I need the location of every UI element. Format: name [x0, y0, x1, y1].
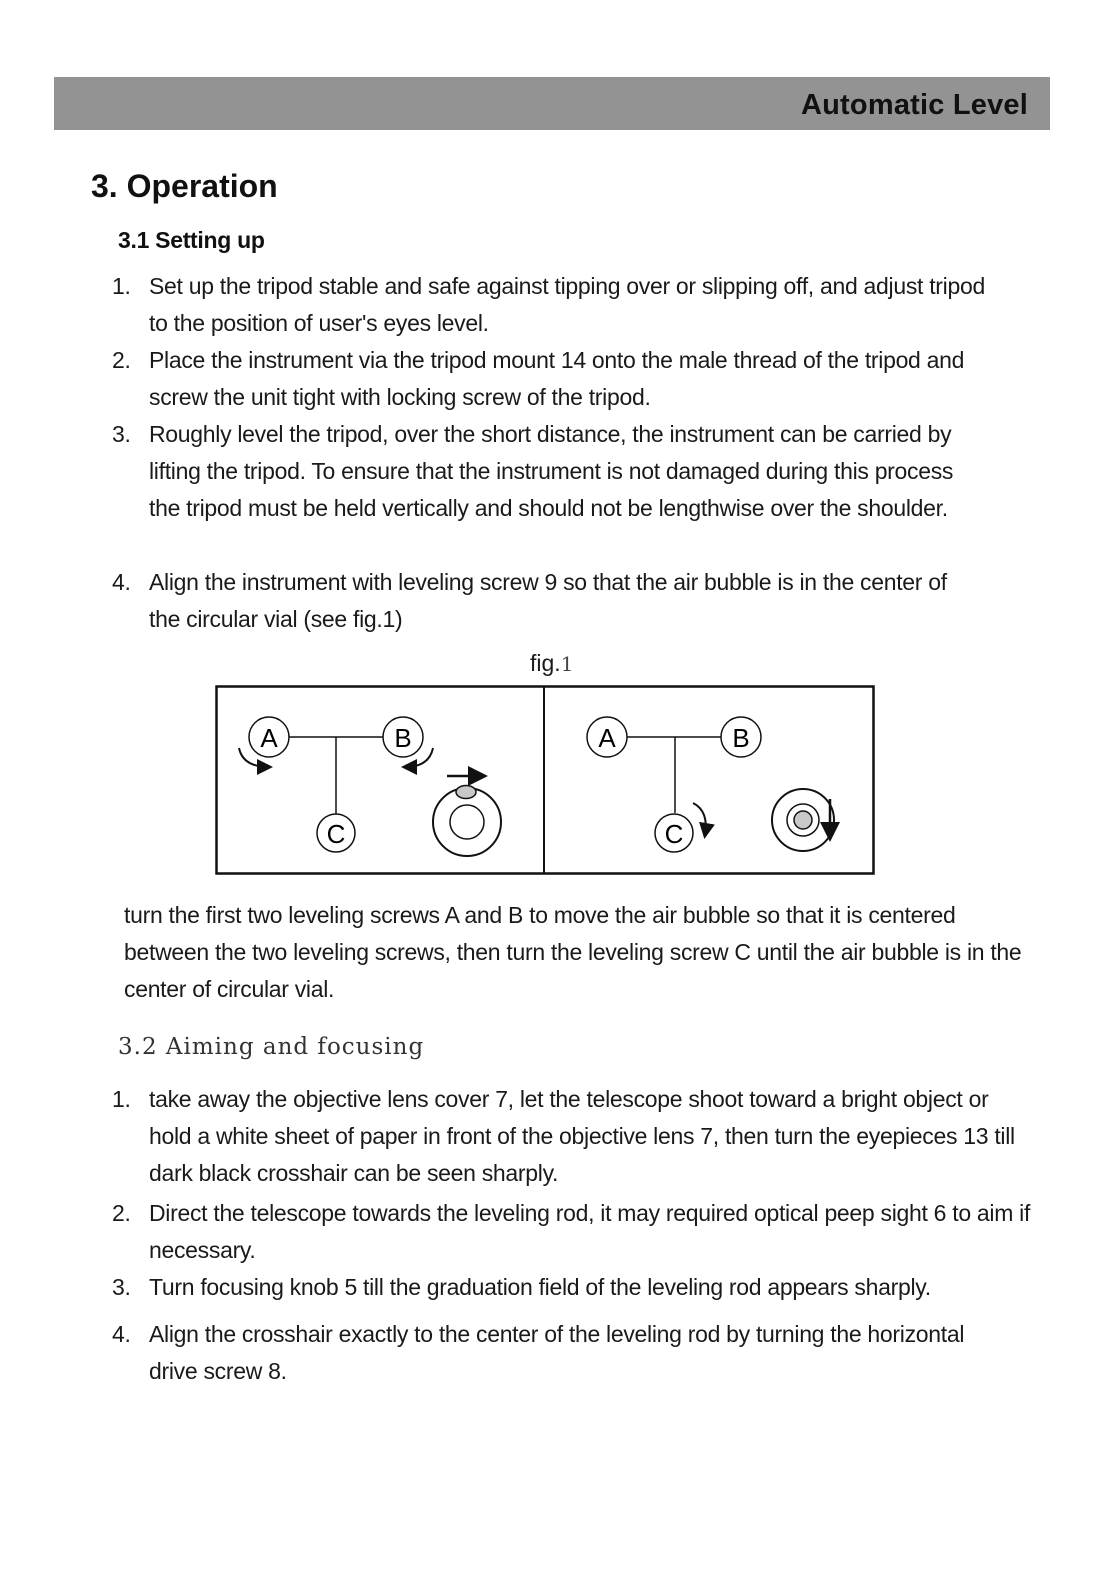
screw-c-label: C — [664, 819, 684, 849]
list-item-number: 1. — [112, 273, 131, 299]
list-item-text: Align the instrument with leveling screw 9 so that the air bubble is in the center of the circular vial (see fig.1) — [149, 569, 947, 632]
screw-a-label: A — [598, 723, 616, 753]
figure-explanation: turn the first two leveling screws A and B to move the air bubble so that it is centered between the two leveling screws, then turn the leveling screw C until the air bubble is in the center of circular vial. — [124, 902, 1022, 1002]
list-item-number: 4. — [112, 569, 131, 595]
header-title: Automatic Level — [801, 89, 1028, 121]
list-item-number: 1. — [112, 1086, 131, 1112]
list-item-number: 3. — [112, 421, 131, 447]
leveling-figure — [215, 685, 875, 875]
figure-label-prefix: fig. — [530, 650, 561, 676]
list-item-text: Turn focusing knob 5 till the graduation field of the leveling rod appears sharply. — [149, 1274, 931, 1300]
header-bar — [54, 77, 1050, 130]
subsection-title-aiming: 3.2 Aiming and focusing — [118, 1034, 425, 1060]
list-item-number: 3. — [112, 1274, 131, 1300]
list-item-text: Align the crosshair exactly to the center of the leveling rod by turning the horizontal drive screw 8. — [149, 1321, 965, 1384]
list-item-text: Roughly level the tripod, over the short distance, the instrument can be carried by lifting the tripod. To ensure that the instrument is not damaged during this process the tripod must be held vertically and should not be lengthwise over the shoulder. — [149, 421, 954, 521]
air-bubble — [794, 811, 812, 829]
list-item-text: Set up the tripod stable and safe against tipping over or slipping off, and adjust tripod to the position of user's eyes level. — [149, 273, 985, 336]
list-item-number: 2. — [112, 1200, 131, 1226]
list-item-number: 2. — [112, 347, 131, 373]
list-item-text: Direct the telescope towards the leveling rod, it may required optical peep sight 6 to aim if necessary. — [149, 1200, 1031, 1263]
screw-b-label: B — [394, 723, 412, 753]
section-title: 3. Operation — [91, 168, 278, 204]
figure-label — [530, 650, 573, 677]
screw-a-label: A — [260, 723, 278, 753]
air-bubble — [456, 786, 476, 799]
screw-c-label: C — [326, 819, 346, 849]
circular-vial-inner — [450, 805, 484, 839]
list-item-text: Place the instrument via the tripod mount 14 onto the male thread of the tripod and screw the unit tight with locking screw of the tripod. — [149, 347, 965, 410]
list-item-text: take away the objective lens cover 7, let the telescope shoot toward a bright object or hold a white sheet of paper in front of the objective lens 7, then turn the eyepieces 13 till dark black crosshair can be seen sharply. — [149, 1086, 1015, 1186]
subsection-title-setting-up: 3.1 Setting up — [118, 227, 265, 253]
screw-b-label: B — [732, 723, 750, 753]
figure-label-number: 1 — [560, 652, 574, 676]
list-item-number: 4. — [112, 1321, 131, 1347]
